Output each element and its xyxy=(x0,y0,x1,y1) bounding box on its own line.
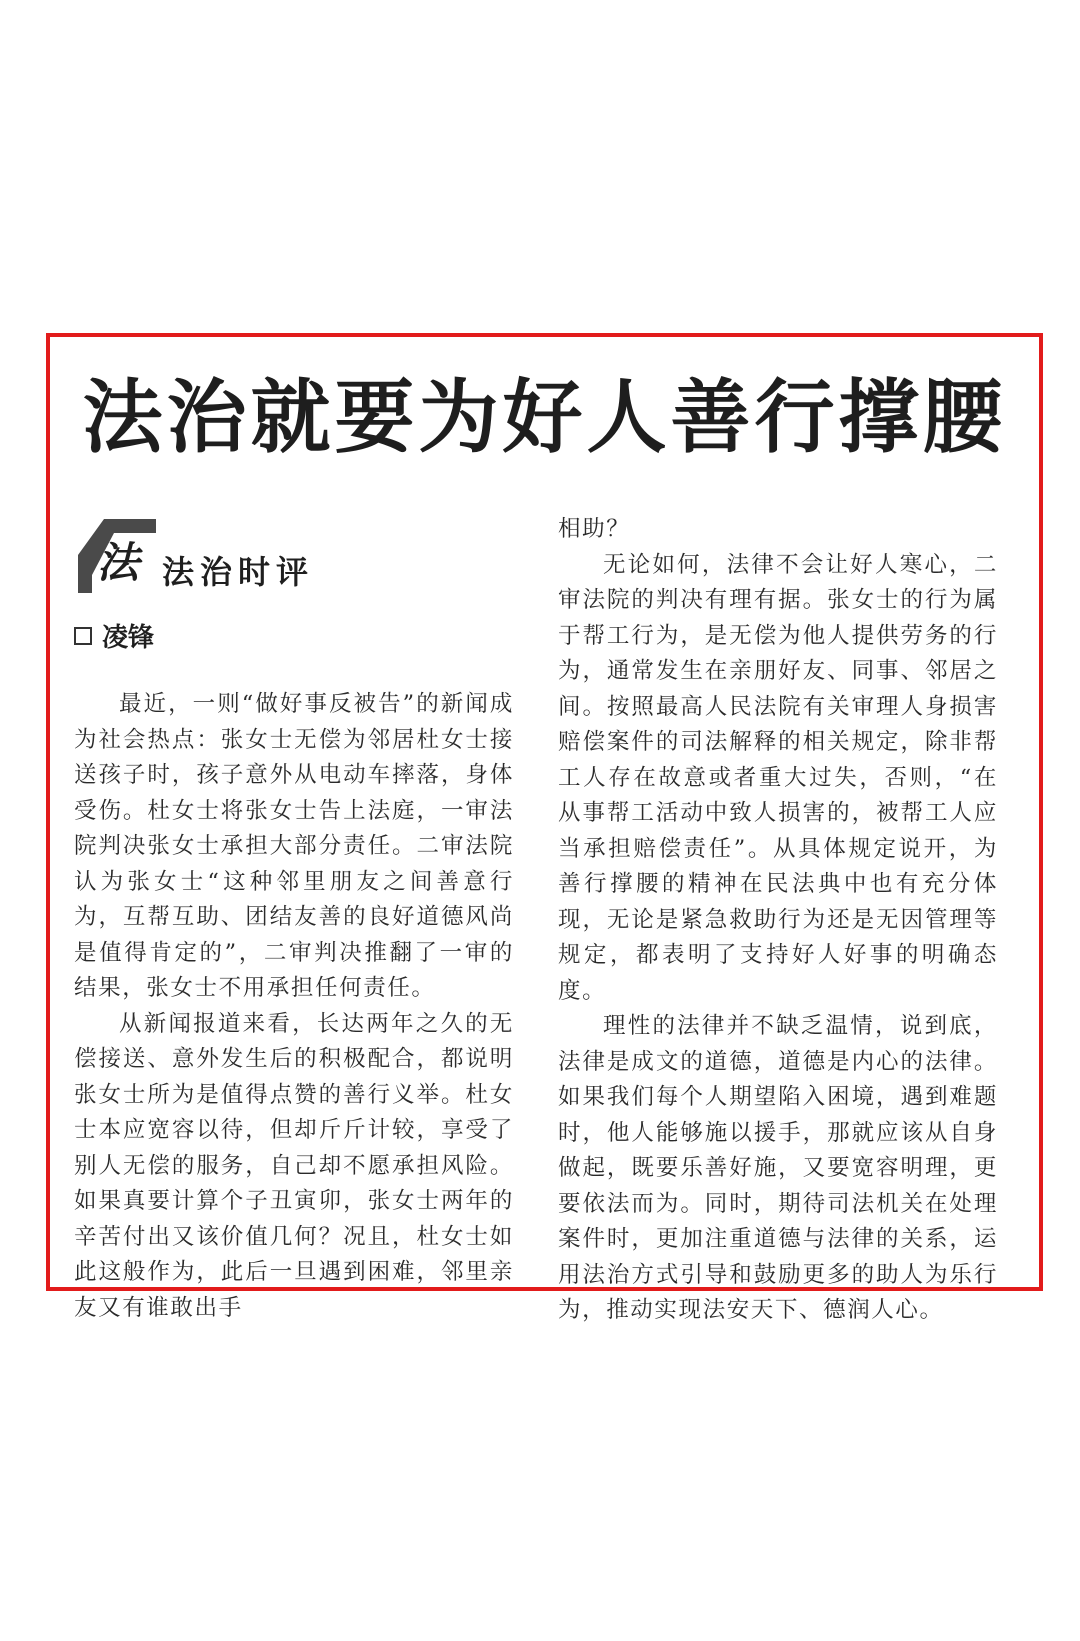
column-logo xyxy=(74,515,156,595)
byline-author: 凌锋 xyxy=(102,623,155,653)
headline: 法治就要为好人善行撑腰 xyxy=(82,370,1007,464)
column-name: 法治时评 xyxy=(162,553,315,591)
paragraph: 无论如何，法律不会让好人寒心，二审法院的判决有理有据。张女士的行为属于帮工行为，是无偿为他人提供劳务的行为，通常发生在亲朋好友、同事、邻居之间。按照最高人民法院有关审理人身损害赔偿案件的司法解释的相关规定，除非帮工人存在故意或者重大过失，否则，“在从事帮工活动中致人损害的，被帮工人应当承担赔偿责任”。从具体规定说开，为善行撑腰的精神在民法典中也有充分体现，无论是紧急救助行为还是无因管理等规定，都表明了支持好人好事的明确态度。 xyxy=(558,551,998,1004)
paragraph: 最近，一则“做好事反被告”的新闻成为社会热点：张女士无偿为邻居杜女士接送孩子时，孩子意外从电动车摔落，身体受伤。杜女士将张女士告上法庭，一审法院判决张女士承担大部分责任。二审法院认为张女士“这种邻里朋友之间善意行为，互帮互助、团结友善的良好道德风尚是值得肯定的”，二审判决推翻了一审的结果，张女士不用承担任何责任。 xyxy=(74,691,514,1001)
article-column-right xyxy=(558,512,998,1329)
column-logo-char: 法 xyxy=(96,538,140,587)
paragraph: 理性的法律并不缺乏温情，说到底，法律是成文的道德，道德是内心的法律。如果我们每个人期望陷入困境，遇到难题时，他人能够施以援手，那就应该从自身做起，既要乐善好施，又要宽容明理，更要依法而为。同时，期待司法机关在处理案件时，更加注重道德与法律的关系，运用法治方式引导和鼓励更多的助人为乐行为，推动实现法安天下、德润人心。 xyxy=(558,1013,998,1323)
paragraph: 从新闻报道来看，长达两年之久的无偿接送、意外发生后的积极配合，都说明张女士所为是值得点赞的善行义举。杜女士本应宽容以待，但却斤斤计较，享受了别人无偿的服务，自己却不愿承担风险。如果真要计算个子丑寅卯，张女士两年的辛苦付出又该价值几何？况且，杜女士如此这般作为，此后一旦遇到困难，邻里亲友又有谁敢出手 xyxy=(74,1010,514,1321)
article-column-left xyxy=(74,687,514,1326)
byline xyxy=(74,617,154,654)
byline-box-icon xyxy=(74,627,92,645)
paragraph: 相助？ xyxy=(558,516,631,542)
article-frame xyxy=(46,333,1043,1323)
